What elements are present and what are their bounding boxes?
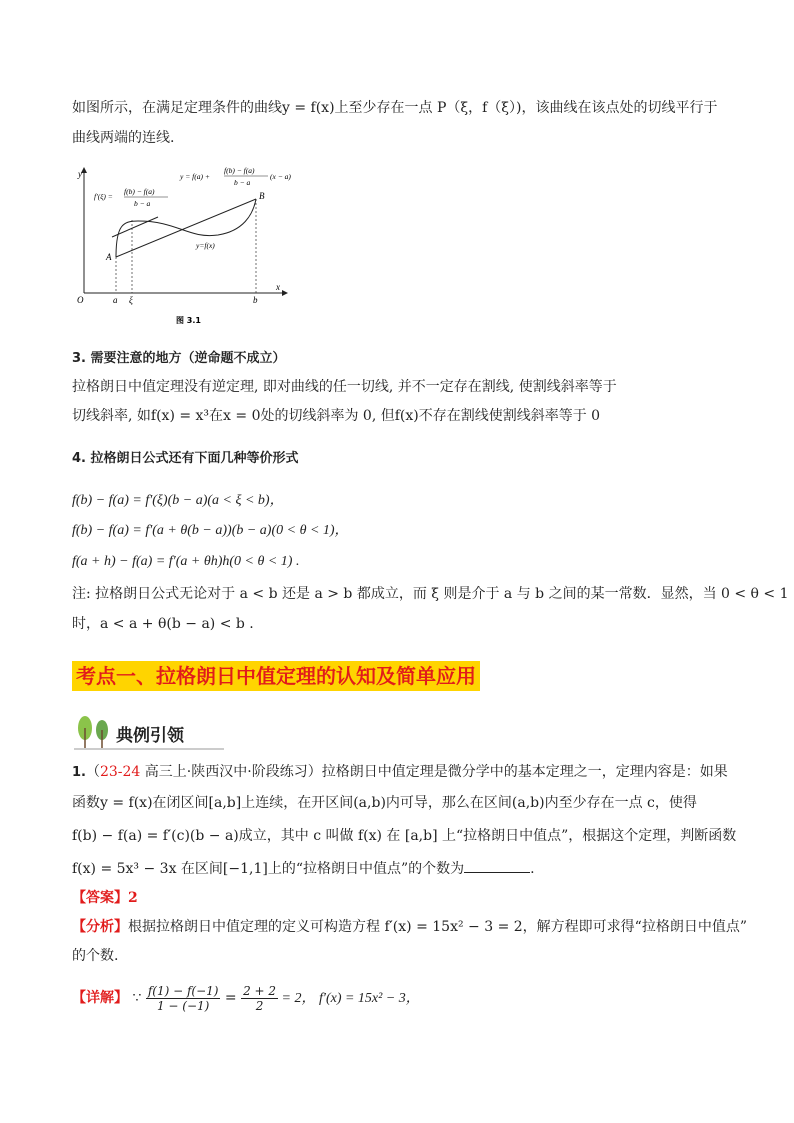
note3-heading: 3. 需要注意的地方（逆命题不成立） [72, 351, 286, 366]
analysis-line-1 [72, 917, 747, 937]
note3-line-1: 拉格朗日中值定理没有逆定理, 即对曲线的任一切线, 并不一定存在割线, 使割线斜率等于 [72, 379, 617, 395]
tick-b-label: b [253, 295, 258, 305]
equals-sign: = [220, 990, 242, 1006]
banner-label: 典例引领 [116, 726, 184, 746]
remark-line-1: 注: 拉格朗日公式无论对于 a < b 还是 a > b 都成立，而 ξ 则是介于 a 与 b 之间的某一常数．显然，当 0 < θ < 1 [72, 586, 789, 602]
intro-line-2: 曲线两端的连线. [72, 130, 175, 146]
answer-value: 2 [128, 890, 138, 906]
tangent-formula-den: b − a [134, 199, 151, 208]
figure-caption: 图 3.1 [176, 316, 201, 325]
point-A-label: A [106, 252, 112, 262]
answer-label: 【答案】 [72, 890, 128, 906]
mean-value-figure [68, 155, 298, 327]
tick-a-label: a [113, 295, 118, 305]
example-banner [70, 712, 230, 752]
fraction-1-num: f(1) − f(−1) [147, 983, 219, 998]
point-B-label: B [259, 191, 265, 201]
tick-xi-label: ξ [129, 295, 133, 305]
problem-number: 1. [72, 765, 86, 780]
secant-formula-prefix: y = f(a) + [180, 172, 210, 181]
secant-formula-num: f(b) − f(a) [224, 166, 255, 175]
secant-formula-den: b − a [234, 178, 251, 187]
problem-source-open: （ [85, 764, 100, 780]
curve-label: y=f(x) [196, 241, 215, 250]
formula-2: f(b) − f(a) = f′(a + θ(b − a))(b − a)(0 < θ < 1)， [72, 523, 349, 538]
fraction-1-den: 1 − (−1) [156, 998, 210, 1013]
fraction-2 [241, 984, 278, 1013]
problem-source-rest: 高三上·陕西汉中·阶段练习）拉格朗日中值定理是微分学中的基本定理之一，定理内容是：如果 [140, 764, 728, 780]
problem-line-4-text: f(x) = 5x³ − 3x 在区间[−1,1]上的“拉格朗日中值点”的个数为 [72, 861, 465, 877]
analysis-line-2: 的个数. [72, 948, 119, 964]
secant-formula-suffix: (x − a) [270, 172, 291, 181]
tangent-line [112, 217, 158, 237]
formula-1: f(b) − f(a) = f′(ξ)(b − a)(a < ξ < b)， [72, 493, 284, 508]
x-axis-arrow [282, 290, 288, 296]
remark-line-2: 时，a < a + θ(b − a) < b . [72, 616, 254, 632]
section-title: 考点一、拉格朗日中值定理的认知及简单应用 [72, 661, 480, 691]
note4-heading: 4. 拉格朗日公式还有下面几种等价形式 [72, 451, 299, 466]
fraction-2-den: 2 [255, 998, 264, 1013]
analysis-label: 【分析】 [72, 919, 128, 935]
detail-line [72, 982, 420, 1015]
answer-blank [464, 858, 530, 873]
problem-source-year: 23-24 [99, 764, 141, 780]
fraction-1 [146, 984, 221, 1013]
x-axis-label: x [276, 282, 280, 292]
problem-line-1 [72, 762, 728, 783]
tangent-formula-num: f(b) − f(a) [124, 187, 155, 196]
tangent-formula-left: f′(ξ) = [94, 192, 113, 201]
problem-line-4 [72, 858, 535, 879]
note3-line-2: 切线斜率, 如f(x) = x³在x = 0处的切线斜率为 0, 但f(x)不存在割线使割线斜率等于 0 [72, 408, 601, 424]
formula-3: f(a + h) − f(a) = f′(a + θh)h(0 < θ < 1) . [72, 554, 300, 569]
intro-line-1: 如图所示，在满足定理条件的曲线y = f(x)上至少存在一点 P（ξ，f（ξ）)，该曲线在该点处的切线平行于 [72, 100, 718, 116]
problem-line-2: 函数y = f(x)在闭区间[a,b]上连续，在开区间(a,b)内可导，那么在区间(a,b)内至少存在一点 c，使得 [72, 795, 697, 811]
detail-label: 【详解】 [72, 990, 128, 1006]
because-symbol: ∵ [132, 990, 142, 1006]
problem-line-4-end: . [530, 861, 535, 877]
problem-line-3: f(b) − f(a) = f′(c)(b − a)成立，其中 c 叫做 f(x) 在 [a,b] 上“拉格朗日中值点”，根据这个定理，判断函数 [72, 828, 737, 844]
analysis-text: 根据拉格朗日中值定理的定义可构造方程 f′(x) = 15x² − 3 = 2，解方程即可求得“拉格朗日中值点” [128, 919, 747, 935]
detail-tail: = 2， f′(x) = 15x² − 3， [278, 991, 420, 1006]
fraction-2-num: 2 + 2 [243, 983, 277, 998]
origin-label: O [77, 295, 84, 305]
y-axis-label: y [78, 169, 82, 179]
answer-line [72, 888, 138, 908]
tree-icon [78, 716, 108, 748]
